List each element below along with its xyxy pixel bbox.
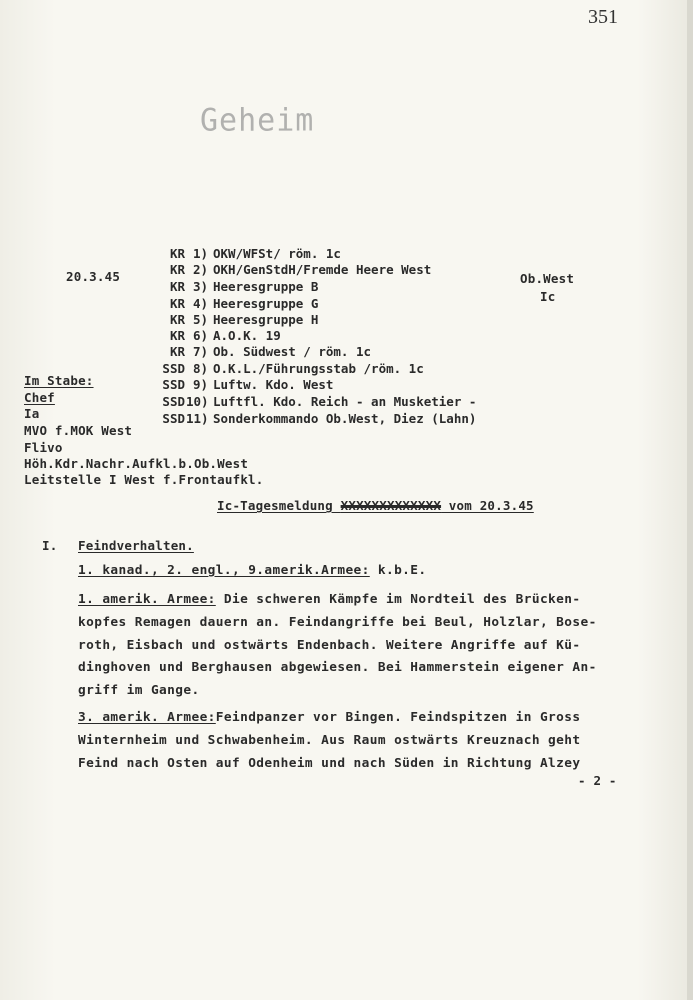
distribution-number: 9) bbox=[192, 377, 208, 392]
report-title-prefix: Ic-Tagesmeldung bbox=[217, 498, 341, 513]
distribution-recipient: O.K.L./Führungsstab /röm. 1c bbox=[213, 361, 424, 376]
paragraph-line: roth, Eisbach und ostwärts Endenbach. Weitere Angriffe auf Kü- bbox=[78, 638, 581, 653]
im-stabe-line: Höh.Kdr.Nachr.Aufkl.b.Ob.West bbox=[24, 456, 249, 471]
distribution-recipient: OKW/WFSt/ röm. 1c bbox=[213, 246, 341, 261]
section-numeral: I. bbox=[42, 538, 58, 553]
page-continuation: - 2 - bbox=[578, 773, 617, 788]
paragraph-label: 3. amerik. Armee: bbox=[78, 710, 216, 725]
distribution-code: KR bbox=[169, 312, 185, 327]
distribution-number: 3) bbox=[192, 279, 208, 294]
distribution-recipient: Heeresgruppe H bbox=[213, 312, 319, 327]
im-stabe-line: Leitstelle I West f.Frontaufkl. bbox=[24, 472, 264, 487]
paragraph-line: kopfes Remagen dauern an. Feindangriffe bei Beul, Holzlar, Bose- bbox=[78, 615, 597, 630]
paragraph-line bbox=[78, 592, 580, 607]
distribution-code: SSD bbox=[162, 411, 185, 426]
im-stabe-line: Chef bbox=[24, 390, 55, 405]
report-date: 20.3.45 bbox=[66, 269, 121, 284]
report-title-struck: XXXXXXXXXXXXX bbox=[340, 498, 442, 513]
im-stabe-line: MVO f.MOK West bbox=[24, 423, 133, 438]
distribution-code: SSD bbox=[162, 361, 185, 376]
distribution-number: 2) bbox=[192, 262, 208, 277]
distribution-code: SSD bbox=[162, 377, 185, 392]
distribution-recipient: OKH/GenStdH/Fremde Heere West bbox=[213, 262, 432, 277]
paragraph-line bbox=[78, 710, 580, 725]
page-edge bbox=[687, 0, 693, 1000]
distribution-number: 1) bbox=[192, 246, 208, 261]
paragraph-line: griff im Gange. bbox=[78, 683, 200, 698]
distribution-code: KR bbox=[169, 328, 185, 343]
report-title bbox=[217, 498, 534, 513]
page-number: 351 bbox=[588, 6, 618, 28]
paragraph-label: 1. amerik. Armee: bbox=[78, 592, 216, 607]
distribution-code: KR bbox=[169, 279, 185, 294]
distribution-code: KR bbox=[169, 262, 185, 277]
paragraph-armies-north bbox=[78, 563, 427, 578]
sender-line-2: Ic bbox=[540, 289, 556, 304]
paragraph-text: Die schweren Kämpfe im Nordteil des Brücken- bbox=[215, 592, 581, 607]
sender-line-1: Ob.West bbox=[520, 271, 575, 286]
paragraph-text: k.b.E. bbox=[369, 563, 427, 578]
section-heading: Feindverhalten. bbox=[78, 538, 194, 553]
distribution-recipient: Luftw. Kdo. West bbox=[213, 377, 334, 392]
im-stabe-heading: Im Stabe: bbox=[24, 373, 94, 388]
im-stabe-line: Ia bbox=[24, 406, 40, 421]
distribution-code: SSD bbox=[162, 394, 185, 409]
distribution-recipient: Heeresgruppe G bbox=[213, 296, 319, 311]
distribution-recipient: A.O.K. 19 bbox=[213, 328, 281, 343]
distribution-recipient: Sonderkommando Ob.West, Diez (Lahn) bbox=[213, 411, 477, 426]
paragraph-label: 1. kanad., 2. engl., 9.amerik.Armee: bbox=[78, 563, 370, 578]
classification-stamp: Geheim bbox=[200, 102, 315, 139]
paragraph-line: Feind nach Osten auf Odenheim und nach Süden in Richtung Alzey bbox=[78, 756, 581, 771]
paragraph-line: dinghoven und Berghausen abgewiesen. Bei Hammerstein eigener An- bbox=[78, 660, 597, 675]
distribution-number: 5) bbox=[192, 312, 208, 327]
distribution-recipient: Ob. Südwest / röm. 1c bbox=[213, 344, 372, 359]
distribution-number: 7) bbox=[192, 344, 208, 359]
distribution-recipient: Heeresgruppe B bbox=[213, 279, 319, 294]
paragraph-text: Feindpanzer vor Bingen. Feindspitzen in Gross bbox=[215, 710, 581, 725]
distribution-number: 10) bbox=[186, 394, 209, 409]
distribution-number: 4) bbox=[192, 296, 208, 311]
im-stabe-line: Flivo bbox=[24, 440, 63, 455]
distribution-code: KR bbox=[169, 296, 185, 311]
distribution-number: 8) bbox=[192, 361, 208, 376]
distribution-code: KR bbox=[169, 344, 185, 359]
distribution-number: 11) bbox=[186, 411, 209, 426]
paragraph-line: Winternheim und Schwabenheim. Aus Raum ostwärts Kreuznach geht bbox=[78, 733, 581, 748]
distribution-recipient: Luftfl. Kdo. Reich - an Musketier - bbox=[213, 394, 477, 409]
distribution-number: 6) bbox=[192, 328, 208, 343]
report-title-suffix: vom 20.3.45 bbox=[441, 498, 534, 513]
distribution-code: KR bbox=[169, 246, 185, 261]
